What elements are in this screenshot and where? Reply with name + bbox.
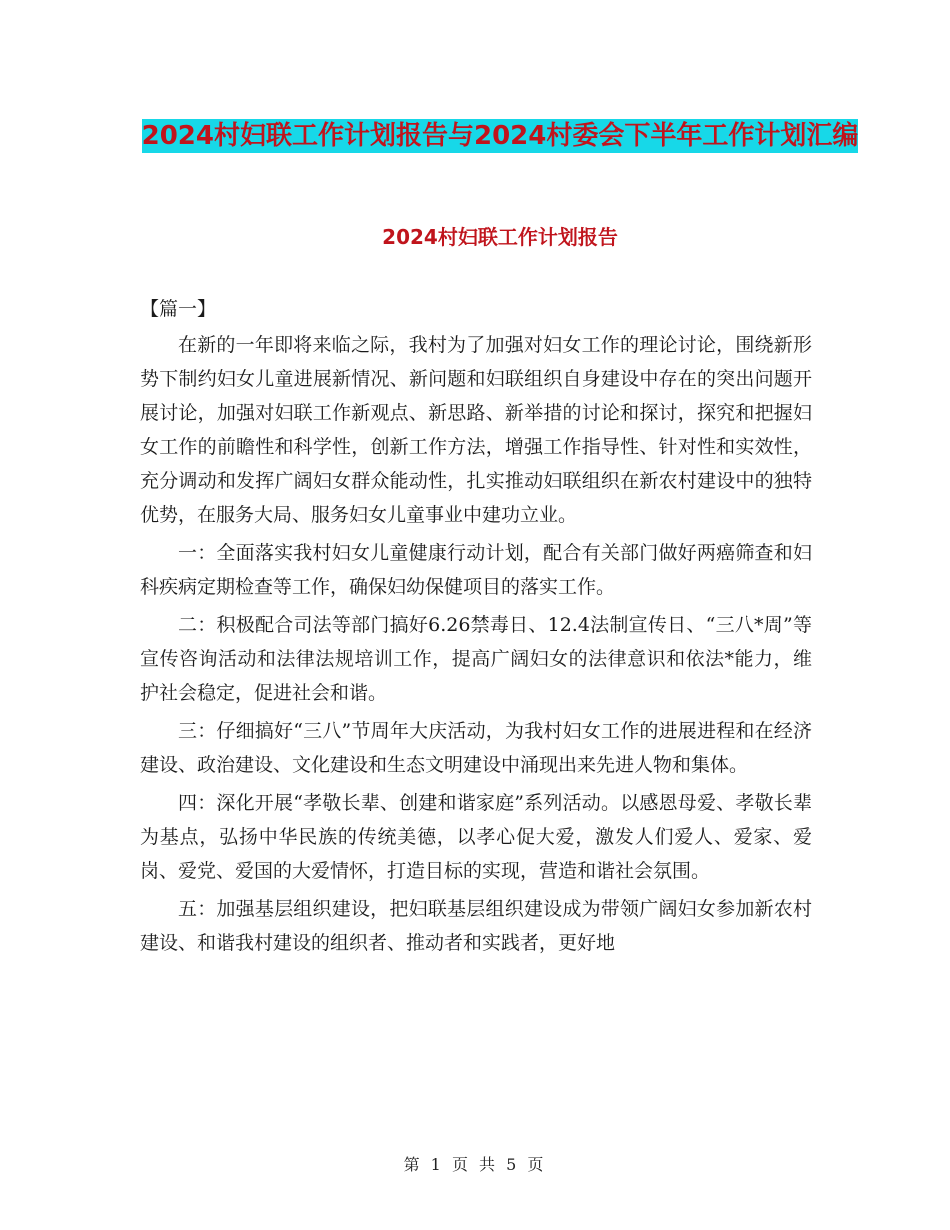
paragraph-item-4: 四：深化开展“孝敬长辈、创建和谐家庭”系列活动。以感恩母爱、孝敬长辈为基点，弘扬中华民族的传统美德，以孝心促大爱，激发人们爱人、爱家、爱岗、爱党、爱国的大爱情怀，打造目标的实现，营造和谐社会氛围。 bbox=[140, 792, 812, 882]
section-title: 2024村妇联工作计划报告 bbox=[382, 225, 618, 249]
document-body bbox=[140, 292, 812, 964]
main-title-text: 2024村妇联工作计划报告与2024村委会下半年工作计划汇编 bbox=[141, 121, 859, 151]
paragraph-item-3: 三：仔细搞好“三八”节周年大庆活动，为我村妇女工作的进展进程和在经济建设、政治建设、文化建设和生态文明建设中涌现出来先进人物和集体。 bbox=[140, 720, 812, 776]
main-title bbox=[140, 112, 860, 160]
paragraph-item-5: 五：加强基层组织建设，把妇联基层组织建设成为带领广阔妇女参加新农村建设、和谐我村建设的组织者、推动者和实践者，更好地 bbox=[140, 898, 812, 954]
paragraph-intro: 在新的一年即将来临之际，我村为了加强对妇女工作的理论讨论，围绕新形势下制约妇女儿童进展新情况、新问题和妇联组织自身建设中存在的突出问题开展讨论，加强对妇联工作新观点、新思路、新举措的讨论和探讨，探究和把握妇女工作的前瞻性和科学性，创新工作方法，增强工作指导性、针对性和实效性，充分调动和发挥广阔妇女群众能动性，扎实推动妇联组织在新农村建设中的独特优势，在服务大局、服务妇女儿童事业中建功立业。 bbox=[140, 334, 812, 526]
section-label: 【篇一】 bbox=[140, 298, 217, 320]
page-footer: 第 1 页 共 5 页 bbox=[403, 1155, 547, 1174]
paragraph-item-2: 二：积极配合司法等部门搞好6.26禁毒日、12.4法制宣传日、“三八*周”等宣传咨询活动和法律法规培训工作，提高广阔妇女的法律意识和依法*能力，维护社会稳定，促进社会和谐。 bbox=[140, 614, 812, 704]
paragraph-item-1: 一：全面落实我村妇女儿童健康行动计划，配合有关部门做好两癌筛查和妇科疾病定期检查等工作，确保妇幼保健项目的落实工作。 bbox=[140, 542, 812, 598]
